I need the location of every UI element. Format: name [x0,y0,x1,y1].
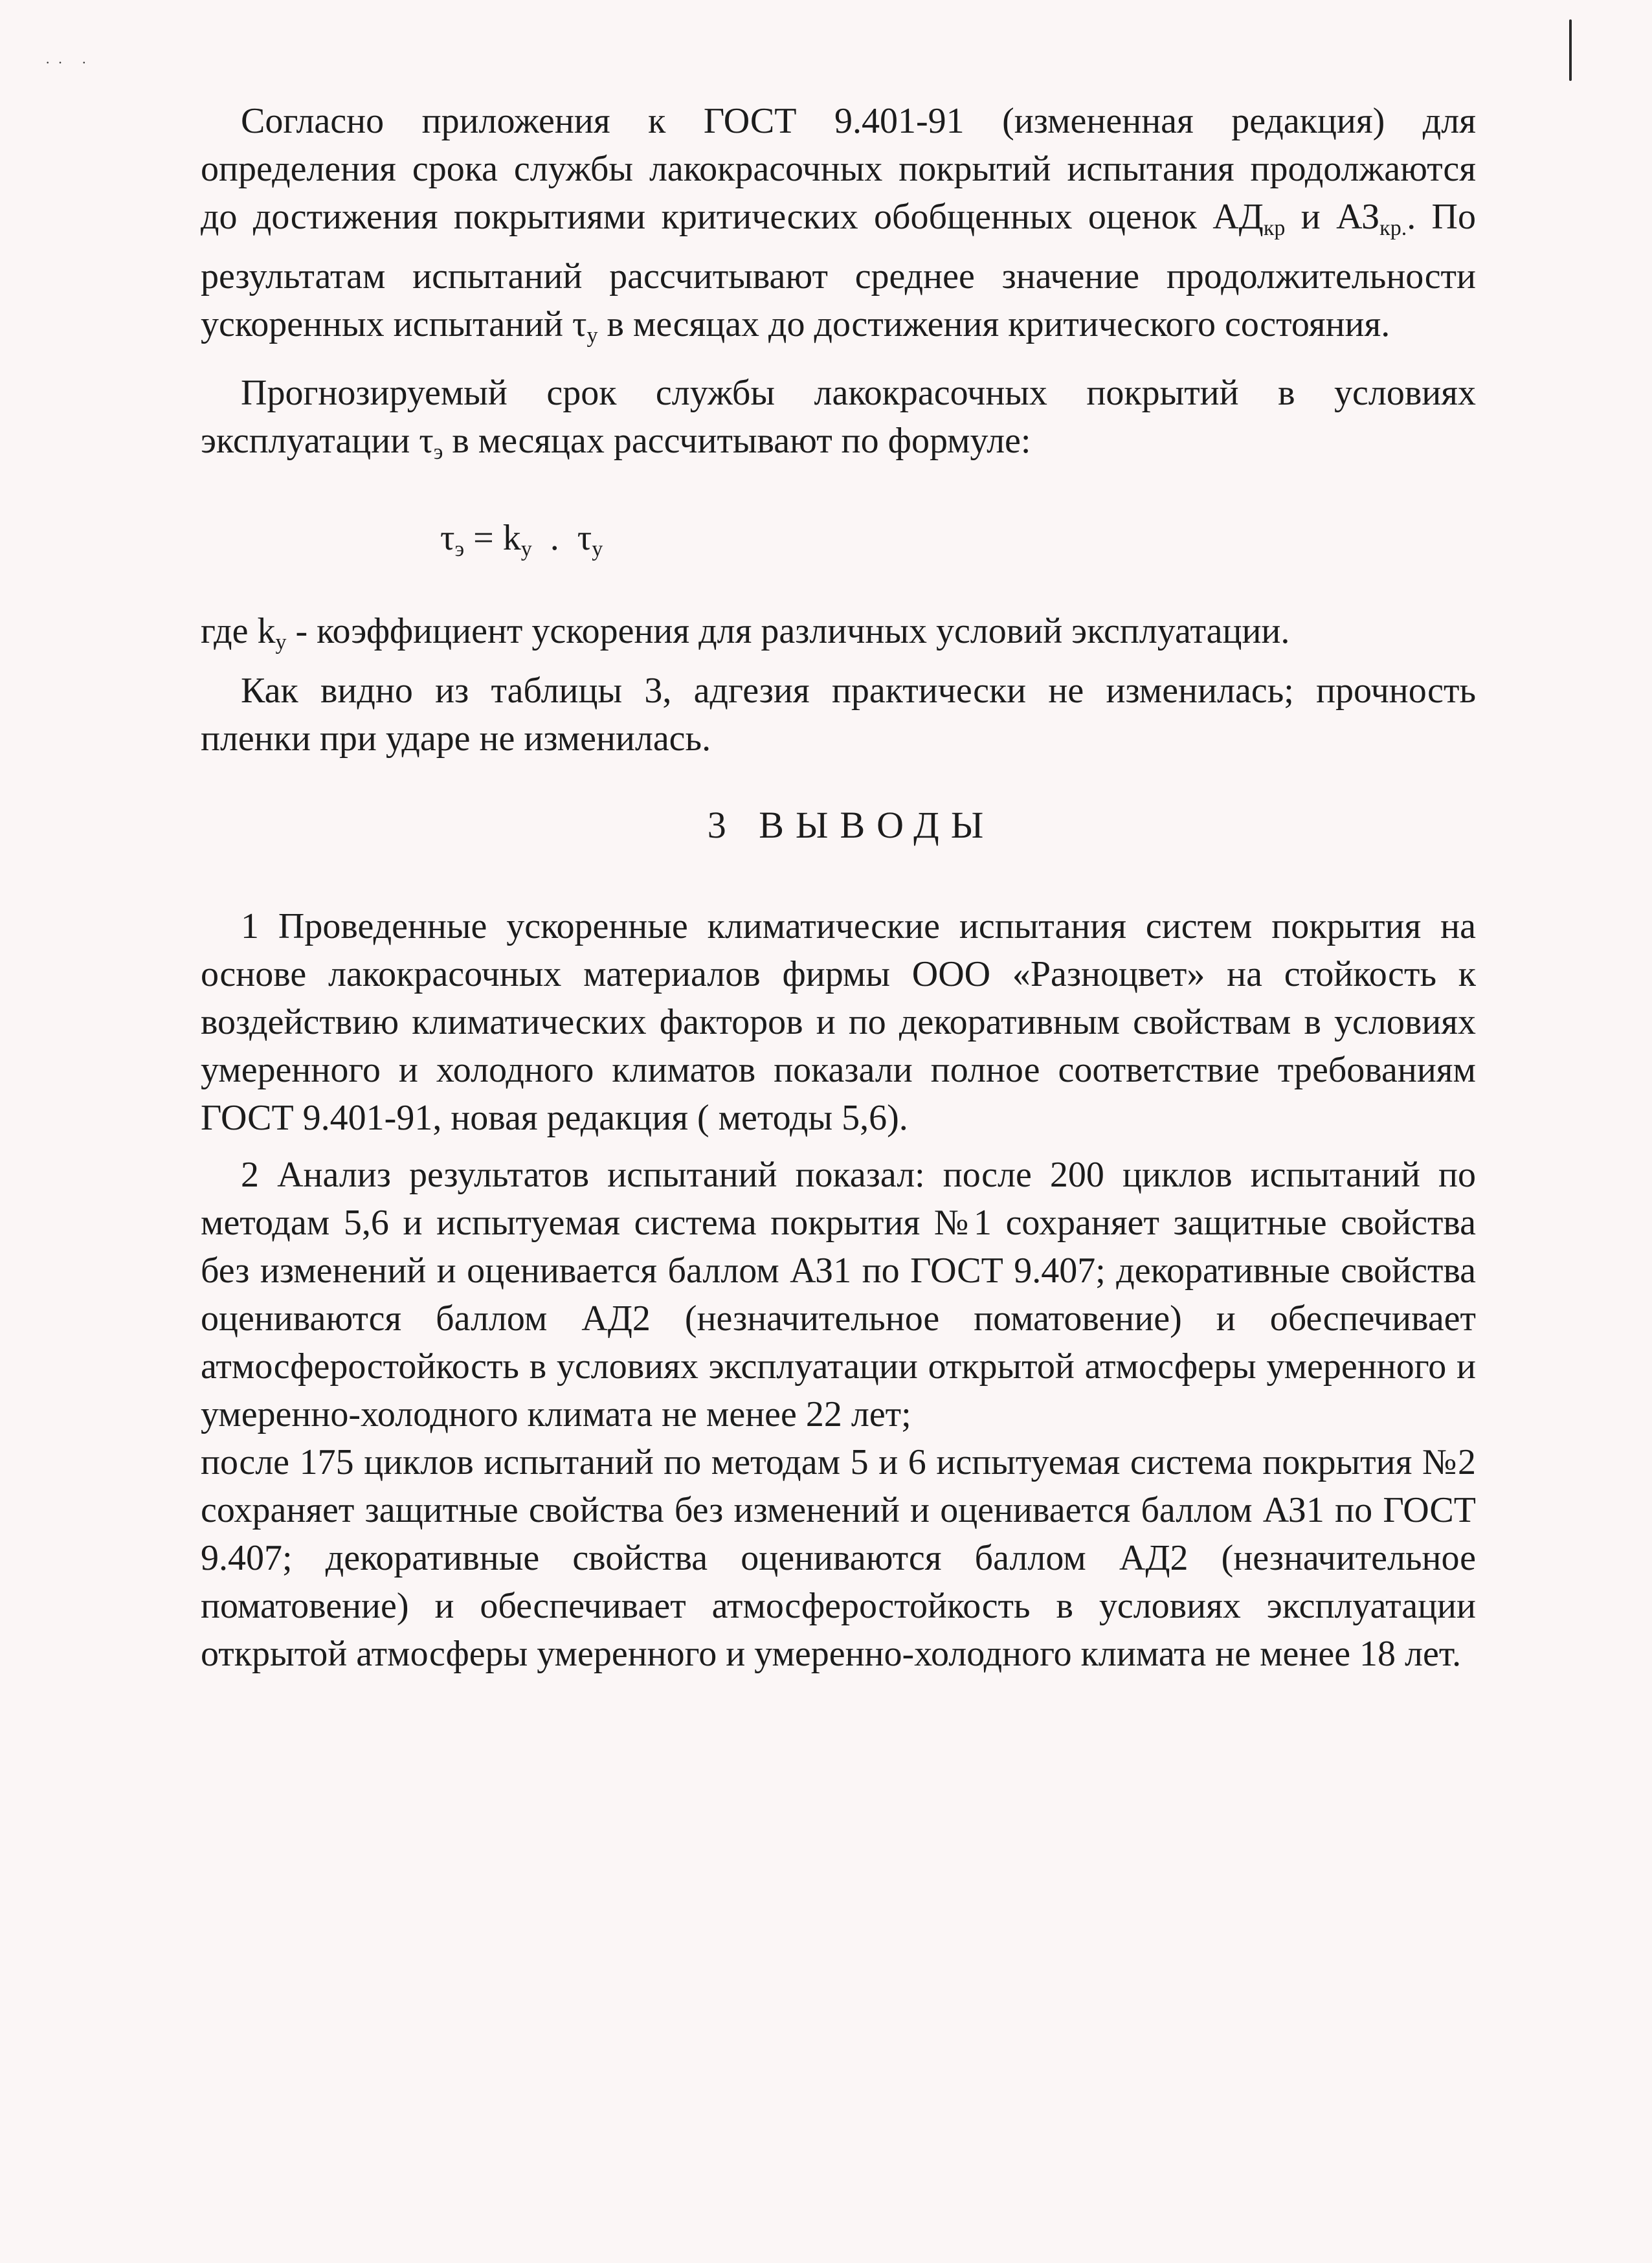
conclusion-item-2: 2 Анализ результатов испытаний показал: после 200 циклов испытаний по методам 5,6 и испытуемая система покрытия №1 сохраняет защитные свойства без изменений и оценивается баллом АЗ1 по ГОСТ 9.407; декоративные свойства оцениваются баллом АД2 (незначительное поматовение) и обеспечивает атмосферостойкость в условиях эксплуатации открытой атмосферы умеренного и умеренно-холодного климата не менее 22 лет; [201,1155,1476,1434]
document-body [201,97,1476,1678]
scan-specks: ·· · [45,54,95,71]
scan-edge-mark [1569,19,1572,81]
conclusion-item-2-continued: после 175 циклов испытаний по методам 5 и 6 испытуемая система покрытия №2 сохраняет защитные свойства без изменений и оценивается баллом АЗ1 по ГОСТ 9.407; декоративные свойства оцениваются баллом АД2 (незначительное поматовение) и обеспечивает атмосферостойкость в условиях эксплуатации открытой атмосферы умеренного и умеренно-холодного климата не менее 18 лет. [201,1442,1476,1674]
paragraph-gost-appendix: Согласно приложения к ГОСТ 9.401-91 (измененная редакция) для определения срока службы лакокрасочных покрытий испытания продолжаются до достижения покрытиями критических обобщенных оценок $АД_{кр}$ и $АЗ_{кр.}$. По результатам испытаний рассчитывают среднее значение продолжительности ускоренных испытаний $\tau_у$ в месяцах до достижения критического состояния. [201,101,1476,348]
section-heading-conclusions: 3 ВЫВОДЫ [707,804,996,846]
conclusion-item-1: 1 Проведенные ускоренные климатические испытания систем покрытия на основе лакокрасочных материалов фирмы ООО «Разноцвет» на стойкость к воздействию климатических факторов и по декоративным свойствам в условиях умеренного и холодного климатов показали полное соответствие требованиям ГОСТ 9.401-91, новая редакция ( методы 5,6). [201,906,1476,1138]
paragraph-coefficient-definition: где $k_у$ - коэффициент ускорения для различных условий эксплуатации. [201,611,1290,654]
paragraph-adhesion-note: Как видно из таблицы 3, адгезия практически не изменилась; прочность пленки при ударе не изменилась. [201,671,1476,759]
service-life-formula: $\tau_э = k_у$ . $\tau_у$ [440,518,603,561]
paragraph-forecast-service-life: Прогнозируемый срок службы лакокрасочных покрытий в условиях эксплуатации $\tau_э$ в месяцах рассчитывают по формуле: [201,373,1476,464]
